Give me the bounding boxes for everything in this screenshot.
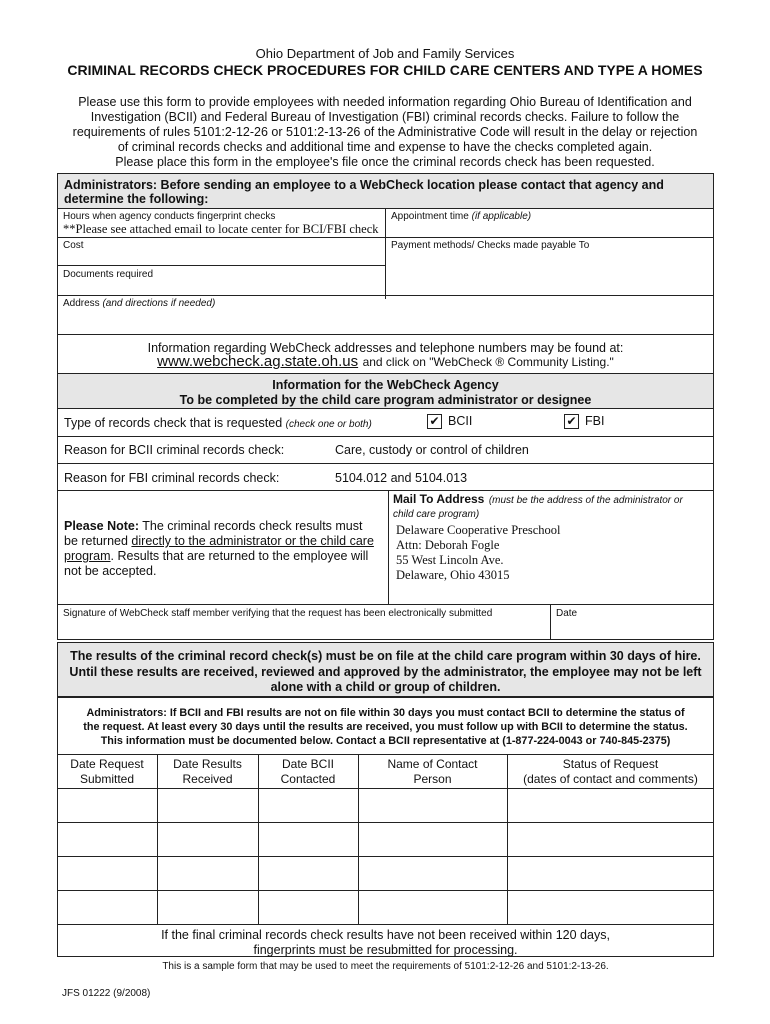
signature-field[interactable]: Signature of WebCheck staff member verifying that the request has been electronically submitted [63, 608, 493, 619]
webcheck-url-link[interactable]: www.webcheck.ag.state.oh.us [157, 353, 359, 370]
agency-name: Ohio Department of Job and Family Services [255, 46, 515, 61]
bcii-checkbox[interactable]: ✔ BCII [427, 414, 472, 429]
type-label: Type of records check that is requested (check one or both) [64, 416, 372, 430]
col-status: Status of Request (dates of contact and comments) [523, 757, 698, 786]
sample-form-note: This is a sample form that may be used to meet the requirements of 5101:2-12-26 and 5101:2-13-26. [162, 961, 609, 972]
hours-field[interactable]: **Please see attached email to locate center for BCI/FBI check [63, 222, 379, 236]
fbi-reason-value[interactable]: 5104.012 and 5104.013 [335, 471, 468, 485]
form-id: JFS 01222 (9/2008) [62, 988, 151, 999]
appointment-field[interactable]: Appointment time (if applicable) [391, 211, 532, 222]
intro-text: Please use this form to provide employees with needed information regarding Ohio Bureau of Identification and Investigation (BCII) and Federal Bureau of Investigation (FBI) criminal records checks. Failure to follow the requirements of rules 5101:2-12-26 or 5101:2-13-26 of the Administrative Code will result in the delay or rejection of criminal records checks and additional time and expense to have the checks completed again. Please place this form in the employee's file once the criminal records check has been requested. [72, 95, 698, 169]
agency-heading: Information for the WebCheck Agency To be completed by the child care program administrator or designee [57, 373, 714, 409]
bcii-reason-value[interactable]: Care, custody or control of children [335, 443, 529, 457]
documents-field[interactable]: Documents required [63, 269, 154, 280]
col-date-results: Date Results Received [173, 757, 242, 786]
admin-heading: Administrators: Before sending an employee to a WebCheck location please contact that agency and determine the following: [57, 173, 714, 209]
mail-to-label: Mail To Address (must be the address of the administrator or child care program) [393, 492, 683, 520]
hours-label: Hours when agency conducts fingerprint checks [63, 211, 276, 222]
date-field[interactable]: Date [556, 608, 578, 619]
cost-field[interactable]: Cost [63, 240, 84, 251]
resubmit-notice: If the final criminal records check results have not been received within 120 days, fingerprints must be resubmitted for processing. [161, 928, 610, 957]
table-row[interactable] [58, 891, 713, 924]
col-date-bcii: Date BCII Contacted [280, 757, 336, 786]
admin-followup-instructions: Administrators: If BCII and FBI results are not on file within 30 days you must contact BCII to determine the status of the request. At least every 30 days until the results are received, you must follow up with BCII to determine the status. This information must be documented below. Contact a BCII representative at (1-877-224-0043 or 740-845-2375) [83, 707, 688, 747]
fbi-checkbox[interactable]: ✔ FBI [564, 414, 604, 429]
col-contact-person: Name of Contact Person [387, 757, 478, 786]
table-row[interactable] [58, 789, 713, 822]
bcii-check-icon: ✔ [427, 414, 442, 429]
results-notice: The results of the criminal record check(s) must be on file at the child care program within 30 days of hire. Until these results are received, reviewed and approved by the administrator, the employee may not be left alone with a child or group of children. [57, 642, 714, 697]
bcii-reason-label: Reason for BCII criminal records check: [64, 443, 285, 457]
fbi-reason-label: Reason for FBI criminal records check: [64, 471, 280, 485]
please-note: Please Note: The criminal records check results must be returned directly to the administrator or the child care program. Results that are returned to the employee will not be accepted. [64, 519, 374, 578]
col-date-request: Date Request Submitted [70, 757, 144, 786]
webcheck-info: Information regarding WebCheck addresses and telephone numbers may be found at: [147, 341, 624, 355]
fbi-check-icon: ✔ [564, 414, 579, 429]
mail-address-field[interactable]: Delaware Cooperative Preschool Attn: Deborah Fogle 55 West Lincoln Ave. Delaware, Ohio 43015 [396, 523, 561, 582]
webcheck-link-line: www.webcheck.ag.state.oh.us and click on "WebCheck ® Community Listing." [157, 353, 614, 370]
table-row[interactable] [58, 823, 713, 856]
table-row[interactable] [58, 857, 713, 890]
form-title: CRIMINAL RECORDS CHECK PROCEDURES FOR CHILD CARE CENTERS AND TYPE A HOMES [67, 62, 703, 78]
payment-field[interactable]: Payment methods/ Checks made payable To [391, 240, 590, 251]
address-field[interactable]: Address (and directions if needed) [63, 298, 216, 309]
